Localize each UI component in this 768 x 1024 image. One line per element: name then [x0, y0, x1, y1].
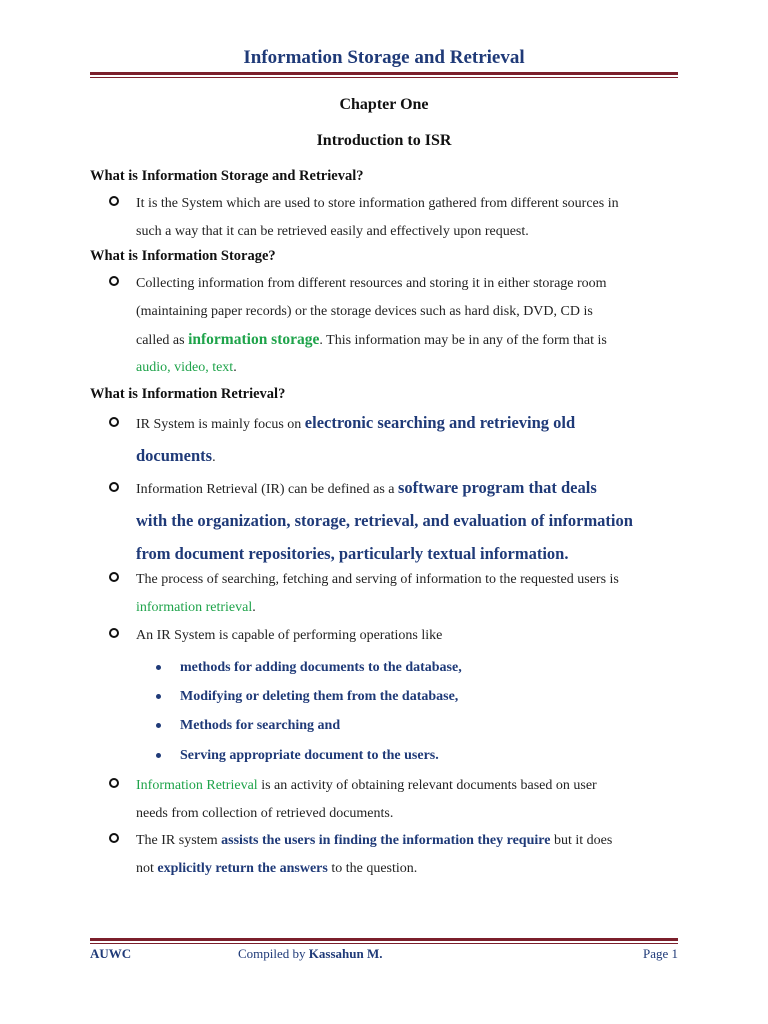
paragraph-line: The IR system assists the users in finding the information they require but it does — [136, 833, 613, 848]
footer-page-number: Page 1 — [642, 946, 678, 961]
emphasis-text: documents — [136, 446, 213, 465]
emphasis-text: explicitly return the answers — [157, 861, 328, 876]
paragraph-line: Collecting information from different resources and storing it in either storage room — [136, 276, 607, 291]
circle-bullet-icon — [109, 482, 119, 492]
footer-compiled: Compiled by Kassahun M. — [238, 946, 383, 961]
paragraph-line: documents. — [136, 446, 216, 465]
circle-bullet-icon — [109, 417, 119, 427]
paragraph-line: needs from collection of retrieved documents. — [136, 806, 394, 821]
paragraph-line: such a way that it can be retrieved easily and effectively upon request. — [136, 224, 529, 239]
paragraph-line: information retrieval. — [136, 600, 256, 615]
section-heading: What is Information Retrieval? — [90, 386, 286, 402]
paragraph-line: It is the System which are used to store information gathered from different sources in — [136, 196, 619, 211]
chapter-number: Chapter One — [339, 96, 429, 113]
footer-rule — [90, 938, 678, 944]
emphasis-line: from document repositories, particularly textual information. — [136, 544, 569, 563]
paragraph-line: IR System is mainly focus on electronic searching and retrieving old — [136, 413, 576, 432]
paragraph-line: Information Retrieval (IR) can be defined as a software program that deals — [136, 478, 597, 497]
circle-bullet-icon — [109, 276, 119, 286]
circle-bullet-icon — [109, 833, 119, 843]
paragraph-line: not explicitly return the answers to the question. — [136, 861, 418, 876]
highlight-term: information storage — [188, 331, 320, 348]
paragraph-line: An IR System is capable of performing operations like — [136, 628, 443, 643]
footer-institution: AUWC — [90, 946, 132, 961]
circle-bullet-icon — [109, 196, 119, 206]
header-title: Information Storage and Retrieval — [243, 47, 525, 68]
highlight-term: audio, video, text — [136, 360, 234, 375]
section-heading: What is Information Storage? — [90, 248, 276, 264]
paragraph-line: The process of searching, fetching and serving of information to the requested users is — [136, 572, 619, 587]
footer-author: Kassahun M. — [308, 946, 383, 961]
header-rule — [90, 72, 678, 78]
dot-bullet-icon — [156, 723, 161, 728]
circle-bullet-icon — [109, 572, 119, 582]
highlight-term: information retrieval — [136, 600, 253, 615]
paragraph-line: called as information storage. This information may be in any of the form that is — [136, 331, 607, 348]
document-page: Information Storage and Retrieval Chapter One Introduction to ISR What is Information Storage and Retrieval? It is the System which are used to store information gathered from different sources in such a way that it can be retrieved easily and effectively upon request. What is Information Storage? Collecting information from different resources and storing it in either storage room (maintaining paper records) or the storage devices such as hard disk, DVD, CD is called as information storage. This information may be in any of the form that is audio, video, text. What is Information Retrieval? IR System is mainly focus on electronic searching and retrieving old documents. Information Retrieval (IR) can be defined as a software program that deals with the organization, storage, retrieval, and evaluation of information from document repositories, particularly textual information. The process of searching, fetching and serving of information to the requested users is information retrieval. An IR System is capable of performing operations like methods for adding documents to the database, Modifying or deleting them from the database, Methods for searching and Serving appropriate document to the users. Information Retrieval is an activity of obtaining relevant documents based on user needs from collection of retrieved documents. The IR system assists the users in finding the information they require but it does not explicitly return the answers to the question. AUWC Compiled by Kassahun M. Page 1 — [0, 0, 768, 1024]
emphasis-text: software program that deals — [398, 478, 597, 497]
paragraph-line: (maintaining paper records) or the storage devices such as hard disk, DVD, CD is — [136, 304, 593, 319]
emphasis-text: electronic searching and retrieving old — [304, 413, 576, 432]
circle-bullet-icon — [109, 778, 119, 788]
dot-bullet-icon — [156, 665, 161, 670]
paragraph-line: audio, video, text. — [136, 360, 237, 375]
dot-bullet-icon — [156, 694, 161, 699]
highlight-term: Information Retrieval — [136, 778, 258, 793]
circle-bullet-icon — [109, 628, 119, 638]
dot-bullet-icon — [156, 753, 161, 758]
chapter-title: Introduction to ISR — [316, 132, 452, 149]
emphasis-line: with the organization, storage, retrieval, and evaluation of information — [136, 511, 633, 530]
emphasis-text: assists the users in finding the information they require — [221, 833, 551, 848]
section-heading: What is Information Storage and Retrieval? — [90, 168, 364, 184]
paragraph-line: Information Retrieval is an activity of obtaining relevant documents based on user — [136, 778, 597, 793]
